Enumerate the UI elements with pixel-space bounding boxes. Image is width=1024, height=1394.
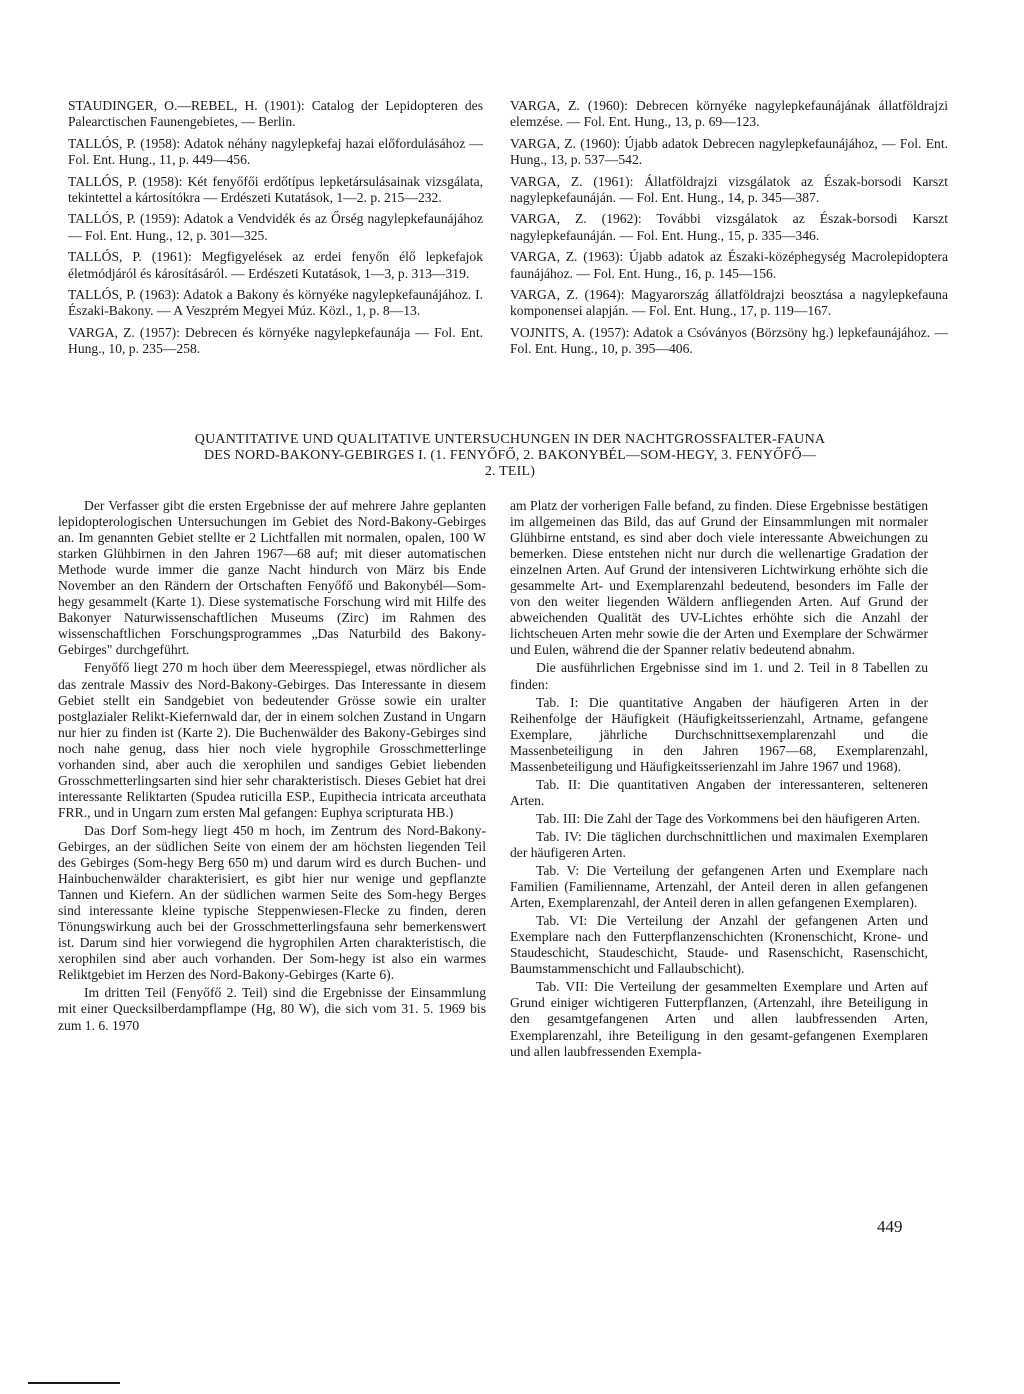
reference-entry: VARGA, Z. (1960): Debrecen környéke nagylepkefaunájának állatföldrajzi elemzése. — Fol. Ent. Hung., 13, p. 69—123. [510,98,948,130]
body-paragraph: Tab. I: Die quantitative Angaben der häufigeren Arten in der Reihenfolge der Häufigkeit (Häufigkeitsserienzahl, Artname, gefangene Exemplare, jährliche Durchschnittsexemplarenzahl und die Massenbeteiligung in den Jahren 1967—68, Exemplarenzahl, Massenbeteiligung und Häufigkeitsserienzahl im Jahre 1967 und 1968). [510,694,928,774]
reference-entry: VARGA, Z. (1964): Magyarország állatföldrajzi beosztása a nagylepkefauna komponensei alapján. — Fol. Ent. Hung., 17, p. 119—167. [510,287,948,319]
footer-rule [28,1382,120,1384]
body-paragraph: Tab. IV: Die täglichen durchschnittlichen und maximalen Exemplaren der häufigeren Arten. [510,828,928,860]
body-left-column [58,498,486,1036]
reference-entry: STAUDINGER, O.—REBEL, H. (1901): Catalog der Lepidopteren des Palearctischen Faunengebietes, — Berlin. [68,98,483,130]
body-paragraph: Das Dorf Som-hegy liegt 450 m hoch, im Zentrum des Nord-Bakony-Gebirges, an der südlichen Seite von einem der am höchsten liegenden Teil des Gebirges (Som-hegy Berg 650 m) und darum wird es durch Buchen- und Hainbuchenwälder charakterisiert, es gibt hier nur wenige und gepflanzte Tannen und Kiefern. An der südlichen warmen Seite des Som-hegy Berges sind interessante kleine typische Steppenwiesen-Flecke zu finden, deren Tönungswirkung auch bei der Grosschmetterlingsfauna sehr bemerkenswert ist. Darum sind hier vorwiegend die hygrophilen Arten charakteristisch, die xerophilen sind aber auch vorhanden. Der Som-hegy ist also ein warmes Reliktgebiet im Herzen des Nord-Bakony-Gebirges (Karte 6). [58,822,486,983]
body-paragraph: am Platz der vorherigen Falle befand, zu finden. Diese Ergebnisse bestätigen im allgemeinen das Bild, das auf Grund der Einsammlungen mit normaler Glühbirne entstand, es sind aber doch viele interessante Abweichungen zu bemerken. Diese entstehen nicht nur durch die wellenartige Gradation der einzelnen Arten. Auf Grund der intensiveren Lichtwirkung erhöhte sich die gesammelte Art- und Exemplarenzahl bedeutend, besonders im Falle der von den weiter liegenden Wäldern anfliegenden Arten. Auf Grund der abweichenden Qualität des UV-Lichtes erhöhte sich die Anzahl der lichtscheuen Arten mehr sowie die der Arten und Exemplare der Schwärmer und Eulen, während die der Spanner relativ bedeutend abnahm. [510,498,928,658]
reference-entry: VARGA, Z. (1962): További vizsgálatok az Észak-borsodi Karszt nagylepkefaunáján. — Fol. Ent. Hung., 15, p. 335—346. [510,211,948,243]
reference-entry: TALLÓS, P. (1958): Két fenyőfői erdőtípus lepketársulásainak vizsgálata, tekintettel a kártosítókra — Erdészeti Kutatások, 1—2. p. 215—232. [68,173,483,206]
body-paragraph: Tab. V: Die Verteilung der gefangenen Arten und Exemplare nach Familien (Familienname, Artenzahl, der Anteil deren in allen gefangenen Arten, Exemplarenzahl, der Anteil deren in allen gefangenen Exemplaren). [510,863,928,911]
references-right-column [510,98,948,363]
heading-line-1: QUANTITATIVE UND QUALITATIVE UNTERSUCHUNGEN IN DER NACHTGROSSFALTER-FAUNA [194,432,826,447]
article-heading [70,432,950,480]
reference-entry: TALLÓS, P. (1963): Adatok a Bakony és környéke nagylepkefaunájához. I. Északi-Bakony. — A Veszprém Megyei Múz. Közl., 1, p. 8—13. [68,287,483,319]
reference-entry: TALLÓS, P. (1959): Adatok a Vendvidék és az Őrség nagylepkefaunájához — Fol. Ent. Hung., 12, p. 301—325. [68,211,483,243]
body-paragraph: Fenyőfő liegt 270 m hoch über dem Meeresspiegel, etwas nördlicher als das zentrale Massiv des Nord-Bakony-Gebirges. Das Interessante in diesem Gebiet stellt ein Sandgebiet von bedeutender Grösse sowie ein uralter postglazialer Relikt-Kiefernwald dar, der in einem solchen Zustand in Ungarn nur hier zu finden ist (Karte 2). Die Buchenwälder des Bakony-Gebirges sind noch nahe genug, dass hier noch viele hygrophile Grosschmetterlinge vorhanden sind, aber auch die xerophilen und sandiges Gebiet liebenden Grosschmetterlingsarten sind hier sehr charakteristisch. Dieses Gebiet hat drei interessante Reliktarten (Spudea ruticilla ESP., Eupithecia intricata arceuthata FRR., und in Ungarn zum ersten Mal gefangen: Euphya scripturata HB.) [58,660,486,820]
heading-line-2: DES NORD-BAKONY-GEBIRGES I. (1. FENYŐFŐ, 2. BAKONYBÉL—SOM-HEGY, 3. FENYŐFŐ— [203,448,817,463]
body-paragraph: Im dritten Teil (Fenyőfő 2. Teil) sind die Ergebnisse der Einsammlung mit einer Quecksilberdampflampe (Hg, 80 W), die sich vom 31. 5. 1969 bis zum 1. 6. 1970 [58,985,486,1033]
body-paragraph: Tab. III: Die Zahl der Tage des Vorkommens bei den häufigeren Arten. [536,810,921,826]
body-paragraph: Tab. VII: Die Verteilung der gesammelten Exemplare und Arten auf Grund einiger wichtigeren Futterpflanzen, (Artenzahl, ihre Beteiligung in den gesamtgefangenen Arten und allen laubfressenden Arten, Exemplarenzahl, ihre Beteiligung in den gesamt-gefangenen Exemplaren und allen laubfressenden Exempla- [510,979,928,1059]
page-number: 449 [877,1217,903,1236]
reference-entry: VARGA, Z. (1960): Újabb adatok Debrecen nagylepkefaunájához, — Fol. Ent. Hung., 13, p. 537—542. [510,135,948,168]
body-paragraph: Der Verfasser gibt die ersten Ergebnisse der auf mehrere Jahre geplanten lepidopterologischen Untersuchungen im Gebiet des Nord-Bakony-Gebirges an. Im genannten Gebiet stellte er 2 Lichtfallen mit normalen, opalen, 100 W starken Glühbirnen in den Jahren 1967—68 auf; mit dieser automatischen Methode wurde immer die ganze Nacht hindurch von März bis Ende November an den Rändern der Ortschaften Fenyőfő und Bakonybél—Som-hegy gesammelt (Karte 1). Diese systematische Forschung wird mit Hilfe des Bakonyer Naturwissenschaftlichen Museums (Zirc) im Rahmen des wissenschaftlichen Forschungsprogrammes „Das Naturbild des Bakony-Gebirges" durchgeführt. [58,498,486,658]
reference-entry: VARGA, Z. (1957): Debrecen és környéke nagylepkefaunája — Fol. Ent. Hung., 10, p. 235—258. [68,324,483,357]
body-paragraph: Die ausführlichen Ergebnisse sind im 1. und 2. Teil in 8 Tabellen zu finden: [510,660,928,692]
body-right-column [510,498,928,1062]
references-left-column [68,98,483,363]
reference-entry: VARGA, Z. (1963): Újabb adatok az Északi-középhegység Macrolepidoptera faunájához. — Fol. Ent. Hung., 16, p. 145—156. [510,249,948,281]
heading-line-3: 2. TEIL) [484,464,536,479]
reference-entry: TALLÓS, P. (1961): Megfigyelések az erdei fenyőn élő lepkefajok életmódjáról és károsításáról. — Erdészeti Kutatások, 1—3, p. 313—319. [68,249,483,281]
reference-entry: VOJNITS, A. (1957): Adatok a Csóványos (Börzsöny hg.) lepkefaunájához. — Fol. Ent. Hung., 10, p. 395—406. [510,324,948,357]
body-paragraph: Tab. VI: Die Verteilung der Anzahl der gefangenen Arten und Exemplare nach den Futterpflanzenschichten (Kronenschicht, Krone- und Staudeschicht, Staudeschicht, Staude- und Rasenschicht, Rasenschicht, Baumstammenschicht und Fallaubschicht). [510,913,928,977]
reference-entry: VARGA, Z. (1961): Állatföldrajzi vizsgálatok az Észak-borsodi Karszt nagylepkefaunáján. — Fol. Ent. Hung., 14, p. 345—387. [510,173,948,206]
body-paragraph: Tab. II: Die quantitativen Angaben der interessanteren, selteneren Arten. [510,776,928,808]
reference-entry: TALLÓS, P. (1958): Adatok néhány nagylepkefaj hazai előfordulásához — Fol. Ent. Hung., 11, p. 449—456. [68,135,483,168]
